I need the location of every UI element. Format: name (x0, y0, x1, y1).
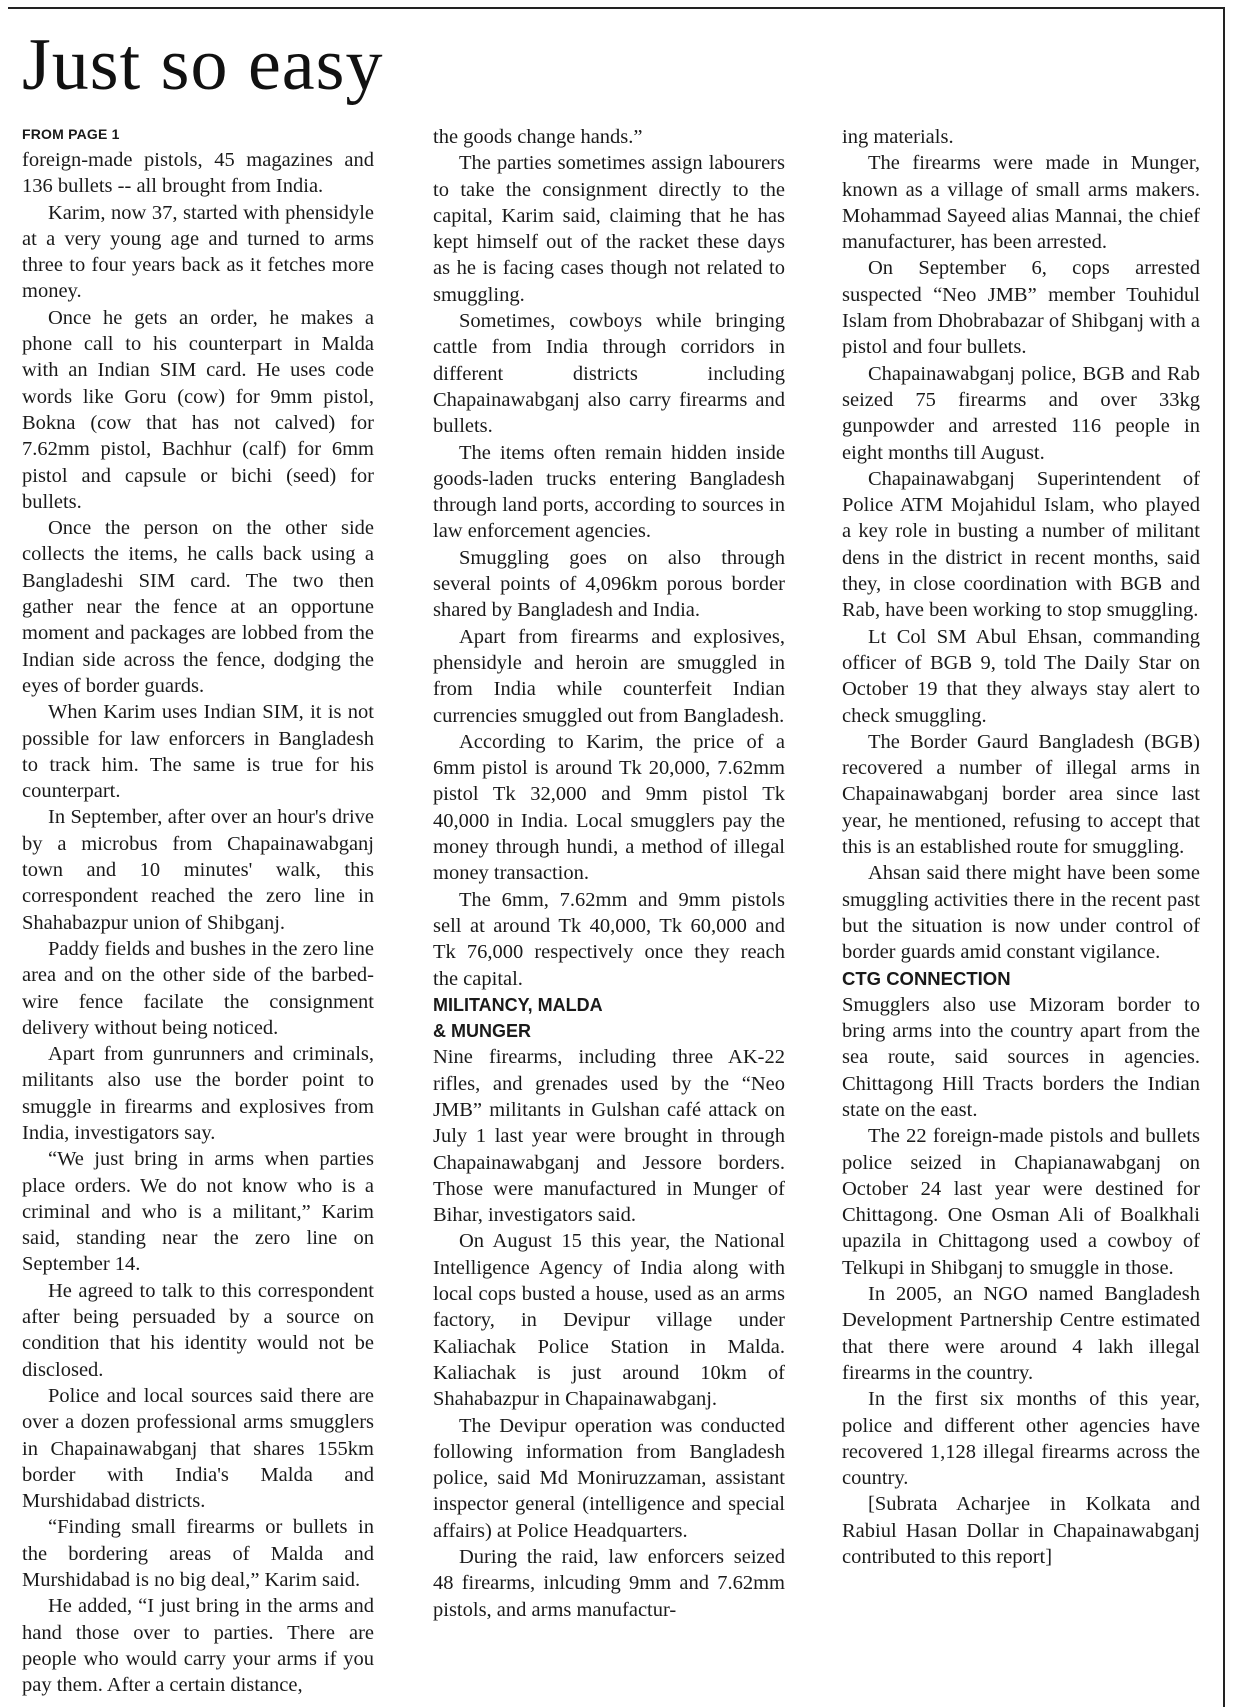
article-paragraph: On September 6, cops arrested suspected “Neo JMB” member Touhidul Islam from Dhobrabazar of Shibganj with a pistol and four bullets. (842, 257, 1200, 359)
article-paragraph: Once he gets an order, he makes a phone call to his counterpart in Malda with an Indian SIM card. He uses code words like Goru (cow) for 9mm pistol, Bokna (cow that has not calved) for 7.62mm pistol, Bachhur (calf) for 6mm pistol and capsule or bichi (seed) for bullets. (22, 306, 374, 513)
article-paragraph: Lt Col SM Abul Ehsan, commanding officer of BGB 9, told The Daily Star on October 19 that they always stay alert to check smuggling. (842, 625, 1200, 727)
column-2 (433, 124, 785, 1623)
section-subhead: CTG CONNECTION (842, 967, 1011, 989)
article-paragraph: foreign-made pistols, 45 magazines and 136 bullets -- all brought from India. (22, 149, 374, 198)
article-paragraph: “We just bring in arms when parties place orders. We do not know who is a criminal and who is a militant,” Karim said, standing near the zero line on September 14. (22, 1148, 374, 1276)
article-paragraph: Apart from firearms and explosives, phensidyle and heroin are smuggled in from India while counterfeit Indian currencies smuggled out from Bangladesh. (433, 625, 785, 727)
article-paragraph: The 22 foreign-made pistols and bullets police seized in Chapianawabganj on October 24 last year were destined for Chittagong. One Osman Ali of Boalkhali upazila in Chittagong used a cowboy of Telkupi in Shibganj to smuggle in those. (842, 1125, 1200, 1279)
article-paragraph: He agreed to talk to this correspondent after being persuaded by a source on condition that his identity would not be disclosed. (22, 1279, 374, 1381)
article-paragraph: Smuggling goes on also through several points of 4,096km porous border shared by Bangladesh and India. (433, 546, 785, 622)
article-paragraph: Chapainawabganj Superintendent of Police ATM Mojahidul Islam, who played a key role in busting a number of militant dens in the district in recent months, said they, in close coordination with BGB and Rab, have been working to stop smuggling. (842, 467, 1200, 622)
article-paragraph: According to Karim, the price of a 6mm pistol is around Tk 20,000, 7.62mm pistol Tk 32,000 and 9mm pistol Tk 40,000 in India. Local smugglers pay the money through hundi, a method of illegal money transaction. (433, 730, 785, 885)
section-subhead: & MUNGER (433, 1021, 531, 1042)
article-paragraph: The parties sometimes assign labourers to take the consignment directly to the capital, Karim said, claiming that he has kept himself out of the racket these days as he is facing cases though not related to smuggling. (433, 152, 785, 306)
article-paragraph: The Devipur operation was conducted following information from Bangladesh police, said Md Moniruzzaman, assistant inspector general (intelligence and special affairs) at Police Headquarters. (433, 1414, 785, 1542)
article-paragraph: Apart from gunrunners and criminals, militants also use the border point to smuggle in firearms and explosives from India, investigators say. (22, 1043, 374, 1144)
article-paragraph: The items often remain hidden inside goods-laden trucks entering Bangladesh through land ports, according to sources in law enforcement agencies. (433, 441, 785, 543)
article-paragraph: ing materials. (842, 126, 954, 148)
article-paragraph: In the first six months of this year, police and different other agencies have recovered 1,128 illegal firearms across the country. (842, 1388, 1200, 1490)
article-paragraph: Paddy fields and bushes in the zero line area and on the other side of the barbed-wire fence facilate the consignment delivery without being noticed. (22, 937, 374, 1039)
article-paragraph: [Subrata Acharjee in Kolkata and Rabiul Hasan Dollar in Chapainawabganj contributed to this report] (842, 1493, 1200, 1569)
article-paragraph: Sometimes, cowboys while bringing cattle from India through corridors in different districts including Chapainawabganj also carry firearms and bullets. (433, 310, 785, 438)
article-paragraph: During the raid, law enforcers seized 48 firearms, inlcuding 9mm and 7.62mm pistols, and arms manufactur- (433, 1546, 785, 1621)
headline: Just so easy (22, 24, 384, 106)
article-paragraph: The firearms were made in Munger, known as a village of small arms makers. Mohammad Sayeed alias Mannai, the chief manufacturer, has been arrested. (842, 152, 1200, 254)
column-1 (22, 124, 374, 1699)
article-paragraph: Karim, now 37, started with phensidyle at a very young age and turned to arms three to four years back as it fetches more money. (22, 201, 374, 303)
kicker-from-page-1: FROM PAGE 1 (22, 126, 120, 142)
article-paragraph: The Border Gaurd Bangladesh (BGB) recovered a number of illegal arms in Chapainawabganj border area since last year, he mentioned, refusing to accept that this is an established route for smuggling. (842, 730, 1200, 859)
top-rule (8, 7, 1225, 9)
article-paragraph: On August 15 this year, the National Intelligence Agency of India along with local cops busted a house, used as an arms factory, in Devipur village under Kaliachak Police Station in Malda. Kaliachak is just around 10km of Shahabazpur in Chapainawabganj. (433, 1230, 785, 1411)
article-paragraph: the goods change hands.” (433, 126, 643, 148)
article-paragraph: When Karim uses Indian SIM, it is not possible for law enforcers in Bangladesh to track him. The same is true for his counterpart. (22, 701, 374, 803)
article-paragraph: Smugglers also use Mizoram border to bring arms into the country apart from the sea route, said sources in agencies. Chittagong Hill Tracts borders the Indian state on the east. (842, 993, 1200, 1121)
article-paragraph: The 6mm, 7.62mm and 9mm pistols sell at around Tk 40,000, Tk 60,000 and Tk 76,000 respectively once they reach the capital. (433, 888, 785, 990)
article-paragraph: In 2005, an NGO named Bangladesh Development Partnership Centre estimated that there were around 4 lakh illegal firearms in the country. (842, 1283, 1200, 1384)
article-paragraph: He added, “I just bring in the arms and hand those over to parties. There are people who would carry your arms if you pay them. After a certain distance, (22, 1595, 374, 1697)
article-paragraph: Police and local sources said there are over a dozen professional arms smugglers in Chapainawabganj that shares 155km border with India's Malda and Murshidabad districts. (22, 1384, 374, 1513)
right-rule (1223, 7, 1225, 1707)
column-3 (842, 124, 1200, 1570)
article-paragraph: In September, after over an hour's drive by a microbus from Chapainawabganj town and 10 minutes' walk, this correspondent reached the zero line in Shahabazpur union of Shibganj. (22, 806, 374, 934)
article-paragraph: Once the person on the other side collects the items, he calls back using a Bangladeshi SIM card. The two then gather near the fence at an opportune moment and packages are lobbed from the Indian side across the fence, dodging the eyes of border guards. (22, 517, 374, 697)
article-paragraph: “Finding small firearms or bullets in the bordering areas of Malda and Murshidabad is no big deal,” Karim said. (22, 1516, 374, 1592)
article-paragraph: Ahsan said there might have been some smuggling activities there in the recent past but the situation is now under control of border guards amid constant vigilance. (842, 862, 1200, 964)
article-paragraph: Chapainawabganj police, BGB and Rab seized 75 firearms and over 33kg gunpowder and arrested 116 people in eight months till August. (842, 362, 1200, 464)
article-paragraph: Nine firearms, including three AK-22 rifles, and grenades used by the “Neo JMB” militants in Gulshan café attack on July 1 last year were brought in through Chapainawabganj and Jessore borders. Those were manufactured in Munger of Bihar, investigators said. (433, 1046, 785, 1227)
section-subhead: MILITANCY, MALDA (433, 994, 603, 1015)
